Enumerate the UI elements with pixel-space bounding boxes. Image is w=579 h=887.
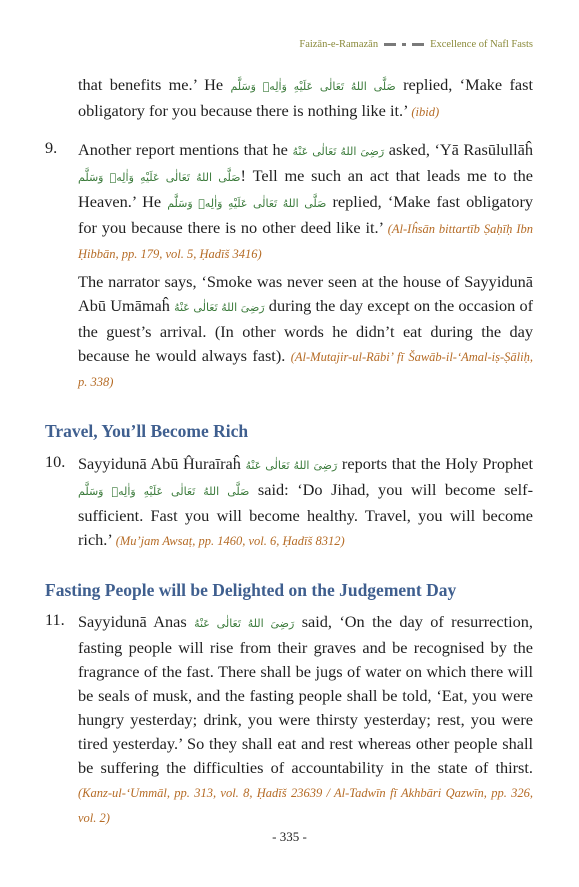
honorific-prophet: صَلَّى اللهُ تَعَالٰى عَلَيْهِ وَاٰلِهٖ وَسَلَّم — [230, 80, 396, 93]
honorific-companion: رَضِىَ اللهُ تَعَالٰى عَنْهُ — [292, 145, 385, 158]
narrator-paragraph: The narrator says, ‘Smoke was never seen at the house of Sayyidunā Abū Umāmaĥ رَضِىَ اللهُ تَعَالٰى عَنْهُ during the day except on the occasion of the guest’s arrival. (In other words he didn’t eat during the day because he would always fast). (Al-Mutajir-ul-Rābi’ fī Šawāb-il-‘Amal-iṣ-Ṣāliḥ, p. 338) — [78, 272, 534, 389]
chapter-title: Excellence of Nafl Fasts — [430, 39, 533, 50]
section-heading: Fasting People will be Delighted on the Judgement Day — [45, 580, 457, 600]
section-heading: Travel, You’ll Become Rich — [45, 421, 249, 441]
running-header — [299, 39, 533, 50]
page-number: - 335 - — [272, 829, 307, 844]
honorific-companion: رَضِىَ اللهُ تَعَالٰى عَنْهُ — [245, 459, 338, 472]
header-separator — [402, 43, 406, 46]
book-title: Faizān-e-Ramazān — [299, 39, 379, 50]
citation: (Al-Iĥsān bittartīb Ṣaḥīḥ Ibn Ḥibbān, pp. 179, vol. 5, Ḥadīš 3416) — [78, 222, 533, 261]
hadith-11: Sayyidunā Anas رَضِىَ اللهُ تَعَالٰى عَنْهُ said, ‘On the day of resurrection, fasting people will rise from their graves and be recognised by the fragrance of the fast. There shall be jugs of water on which there will be seals of musk, and the fasting people shall be told, ‘Eat, you were hungry yesterday; drink, you were thirsty yesterday; rest, you were tired yesterday.’ So they shall eat and rest whereas other people shall be suffering the difficulties of accountability in the state of thirst. (Kanz-ul-‘Ummāl, pp. 313, vol. 8, Ḥadīš 23639 / Al-Tadwīn fī Akhbāri Qazwīn, pp. 326, vol. 2) — [78, 612, 533, 825]
citation: (ibid) — [411, 105, 440, 119]
citation: (Al-Mutajir-ul-Rābi’ fī Šawāb-il-‘Amal-iṣ-Ṣāliḥ, p. 338) — [78, 350, 533, 389]
citation: (Mu’jam Awsaṭ, pp. 1460, vol. 6, Ḥadīš 8312) — [115, 534, 345, 548]
honorific-prophet: صَلَّى اللهُ تَعَالٰى عَلَيْهِ وَاٰلِهٖ وَسَلَّم — [78, 171, 241, 184]
honorific-companion: رَضِىَ اللهُ تَعَالٰى عَنْهُ — [174, 301, 265, 314]
item-number: 10. — [45, 452, 66, 471]
item-number: 9. — [45, 138, 58, 157]
hadith-10: Sayyidunā Abū Ĥuraīraĥ رَضِىَ اللهُ تَعَالٰى عَنْهُ reports that the Holy Prophet صَلَّى اللهُ تَعَالٰى عَلَيْهِ وَاٰلِهٖ وَسَلَّم said: ‘Do Jihad, you will become self-sufficient. Fast you will become healthy. Travel, you will become rich.’ (Mu’jam Awsaṭ, pp. 1460, vol. 6, Ḥadīš 8312) — [78, 454, 534, 549]
hadith-9: Another report mentions that he رَضِىَ اللهُ تَعَالٰى عَنْهُ asked, ‘Yā Rasūlullāĥ صَلَّى اللهُ تَعَالٰى عَلَيْهِ وَاٰلِهٖ وَسَلَّم! Tell me such an act that leads me to the Heaven.’ He صَلَّى اللهُ تَعَالٰى عَلَيْهِ وَاٰلِهٖ وَسَلَّم replied, ‘Make fast obligatory for you because there is no other deed like it.’ (Al-Iĥsān bittartīb Ṣaḥīḥ Ibn Ḥibbān, pp. 179, vol. 5, Ḥadīš 3416) — [78, 140, 534, 261]
header-separator — [412, 43, 424, 46]
honorific-prophet: صَلَّى اللهُ تَعَالٰى عَلَيْهِ وَاٰلِهٖ وَسَلَّم — [78, 485, 250, 498]
item-number: 11. — [45, 610, 65, 629]
header-separator — [384, 43, 396, 46]
honorific-prophet: صَلَّى اللهُ تَعَالٰى عَلَيْهِ وَاٰلِهٖ وَسَلَّم — [167, 197, 327, 210]
paragraph-continuation: that benefits me.’ He صَلَّى اللهُ تَعَالٰى عَلَيْهِ وَاٰلِهٖ وَسَلَّم replied, ‘Make fast obligatory for you because there is nothing like it.’ (ibid) — [78, 75, 533, 120]
honorific-companion: رَضِىَ اللهُ تَعَالٰى عَنْهُ — [194, 617, 295, 630]
citation: (Kanz-ul-‘Ummāl, pp. 313, vol. 8, Ḥadīš 23639 / Al-Tadwīn fī Akhbāri Qazwīn, pp. 326, vol. 2) — [78, 786, 533, 825]
